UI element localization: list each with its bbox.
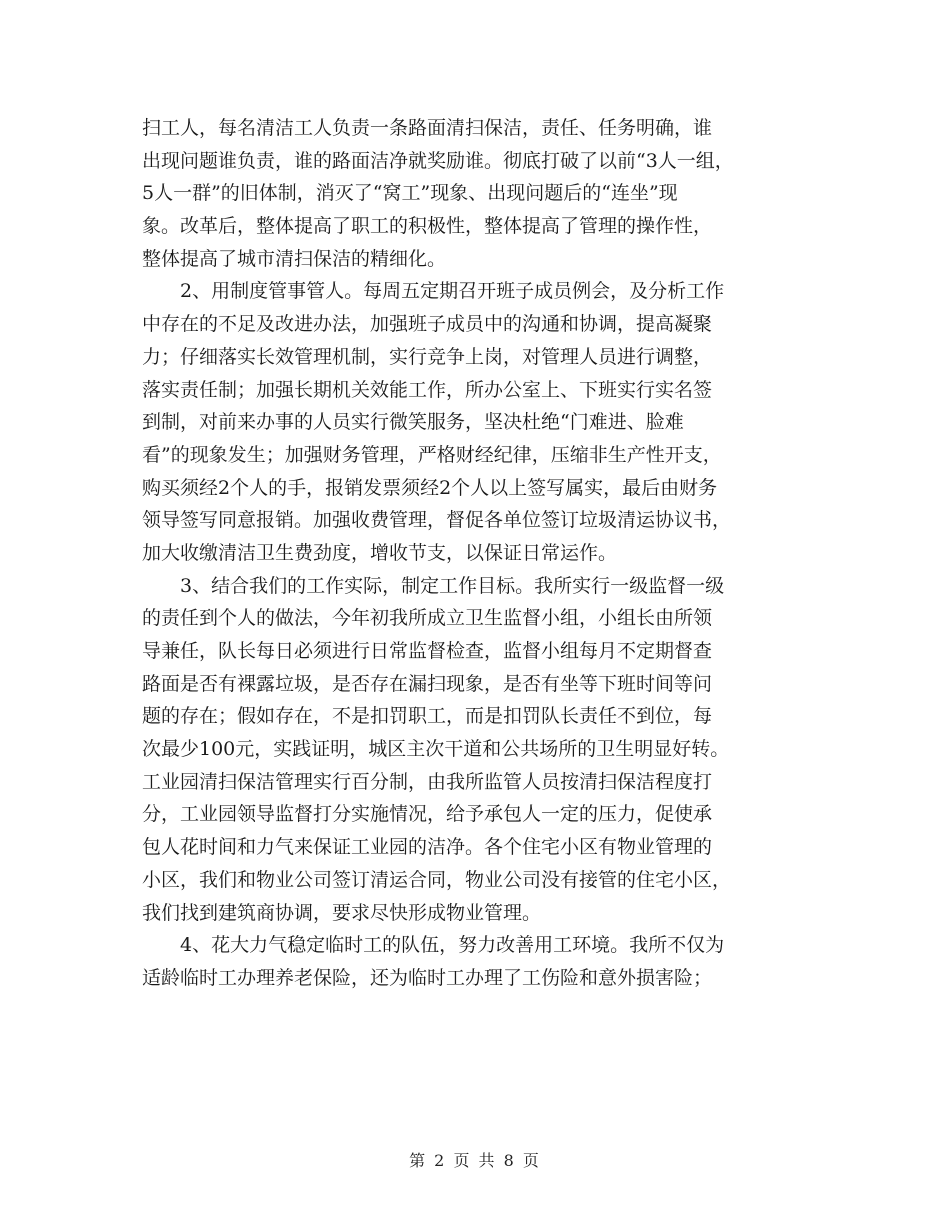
text-line: 题的存在；假如存在，不是扣罚职工，而是扣罚队长责任不到位，每 — [142, 705, 713, 728]
text-line: 购买须经2个人的手，报销发票须经2个人以上签写属实，最后由财务 — [142, 476, 718, 499]
text-line: 看”的现象发生；加强财务管理，严格财经纪律，压缩非生产性开支， — [142, 443, 722, 466]
body-text — [142, 112, 822, 995]
text-line: 出现问题谁负责，谁的路面洁净就奖励谁。彻底打破了以前“3人一组， — [142, 149, 734, 172]
text-line: 路面是否有裸露垃圾，是否存在漏扫现象，是否有坐等下班时间等问 — [142, 672, 713, 695]
text-line: 领导签写同意报销。加强收费管理，督促各单位签订垃圾清运协议书， — [142, 509, 732, 532]
text-line: 小区，我们和物业公司签订清运合同，物业公司没有接管的住宅小区， — [142, 868, 732, 891]
text-line: 5人一群”的旧体制，消灭了“窝工”现象、出现问题后的“连坐”现 — [142, 182, 678, 205]
text-line: 2、用制度管事管人。每周五定期召开班子成员例会，及分析工作 — [142, 280, 725, 303]
text-line: 中存在的不足及改进办法，加强班子成员中的沟通和协调，提高凝聚 — [142, 313, 713, 336]
text-line: 4、花大力气稳定临时工的队伍，努力改善用工环境。我所不仅为 — [142, 934, 725, 957]
text-line: 加大收缴清洁卫生费劲度，增收节支，以保证日常运作。 — [142, 541, 618, 564]
text-line: 3、结合我们的工作实际，制定工作目标。我所实行一级监督一级 — [142, 574, 725, 597]
text-line: 象。改革后，整体提高了职工的积极性，整体提高了管理的操作性， — [142, 215, 713, 238]
text-line: 分，工业园领导监督打分实施情况，给予承包人一定的压力，促使承 — [142, 803, 713, 826]
text-line: 工业园清扫保洁管理实行百分制，由我所监管人员按清扫保洁程度打 — [142, 770, 713, 793]
page-number-footer: 第 2 页 共 8 页 — [409, 1151, 541, 1170]
text-line: 到制，对前来办事的人员实行微笑服务，坚决杜绝“门难进、脸难 — [142, 411, 684, 434]
text-line: 力；仔细落实长效管理机制，实行竞争上岗，对管理人员进行调整， — [142, 345, 713, 368]
text-line: 适龄临时工办理养老保险，还为临时工办理了工伤险和意外损害险； — [142, 966, 713, 989]
text-line: 的责任到个人的做法，今年初我所成立卫生监督小组，小组长由所领 — [142, 607, 713, 630]
text-line: 包人花时间和力气来保证工业园的洁净。各个住宅小区有物业管理的 — [142, 836, 713, 859]
text-line: 整体提高了城市清扫保洁的精细化。 — [142, 247, 447, 270]
text-line: 扫工人，每名清洁工人负责一条路面清扫保洁，责任、任务明确，谁 — [142, 117, 713, 139]
text-line: 导兼任，队长每日必须进行日常监督检查，监督小组每月不定期督查 — [142, 640, 713, 662]
text-line: 次最少100元，实践证明，城区主次干道和公共场所的卫生明显好转。 — [142, 738, 730, 761]
text-line: 我们找到建筑商协调，要求尽快形成物业管理。 — [142, 901, 542, 924]
text-line: 落实责任制；加强长期机关效能工作，所办公室上、下班实行实名签 — [142, 378, 713, 401]
